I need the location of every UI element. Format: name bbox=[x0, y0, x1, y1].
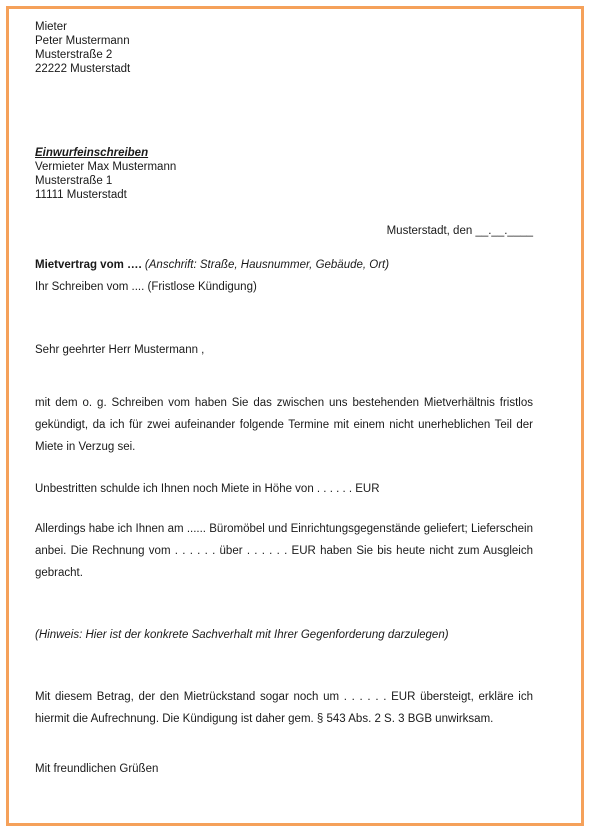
paragraph-counterclaim: Allerdings habe ich Ihnen am ...... Büromöbel und Einrichtungsgegenstände geliefert; Lieferschein anbei. Die Rechnung vom . . . . . . über . . . . . . EUR haben Sie bis heute nicht zum Ausgleich gebracht. bbox=[35, 523, 533, 579]
recipient-address bbox=[35, 146, 533, 202]
paragraph-termination: mit dem o. g. Schreiben vom haben Sie das zwischen uns bestehenden Mietverhältnis fristlos gekündigt, da ich für zwei aufeinander folgende Termine mit einem nicht unerheblichen Teil der Miete in Verzug sei. bbox=[35, 397, 533, 453]
subject-bold: Mietvertrag vom …. bbox=[35, 259, 142, 271]
recipient-name: Vermieter Max Mustermann bbox=[35, 161, 177, 173]
closing-greeting: Mit freundlichen Grüßen bbox=[35, 763, 159, 775]
date-line: Musterstadt, den __.__.____ bbox=[386, 225, 533, 237]
recipient-city: 11111 Musterstadt bbox=[35, 189, 127, 201]
sender-address bbox=[35, 20, 533, 76]
sender-line: Mieter bbox=[35, 21, 67, 33]
subject-italic: (Anschrift: Straße, Hausnummer, Gebäude, Ort) bbox=[141, 259, 390, 271]
delivery-type: Einwurfeinschreiben bbox=[35, 147, 149, 159]
paragraph-debt: Unbestritten schulde ich Ihnen noch Miete in Höhe von . . . . . . EUR bbox=[35, 483, 380, 495]
sender-street: Musterstraße 2 bbox=[35, 49, 113, 61]
paragraph-offset: Mit diesem Betrag, der den Mietrückstand sogar noch um . . . . . . EUR übersteigt, erkläre ich hiermit die Aufrechnung. Die Kündigung ist daher gem. § 543 Abs. 2 S. 3 BGB unwirksam. bbox=[35, 691, 533, 725]
salutation: Sehr geehrter Herr Mustermann , bbox=[35, 344, 205, 356]
reference-line: Ihr Schreiben vom .... (Fristlose Kündigung) bbox=[35, 281, 257, 293]
hint-note: (Hinweis: Hier ist der konkrete Sachverhalt mit Ihrer Gegenforderung darzulegen) bbox=[35, 629, 449, 641]
sender-name: Peter Mustermann bbox=[35, 35, 130, 47]
subject-line bbox=[35, 258, 533, 272]
sender-city: 22222 Musterstadt bbox=[35, 63, 131, 75]
recipient-street: Musterstraße 1 bbox=[35, 175, 113, 187]
